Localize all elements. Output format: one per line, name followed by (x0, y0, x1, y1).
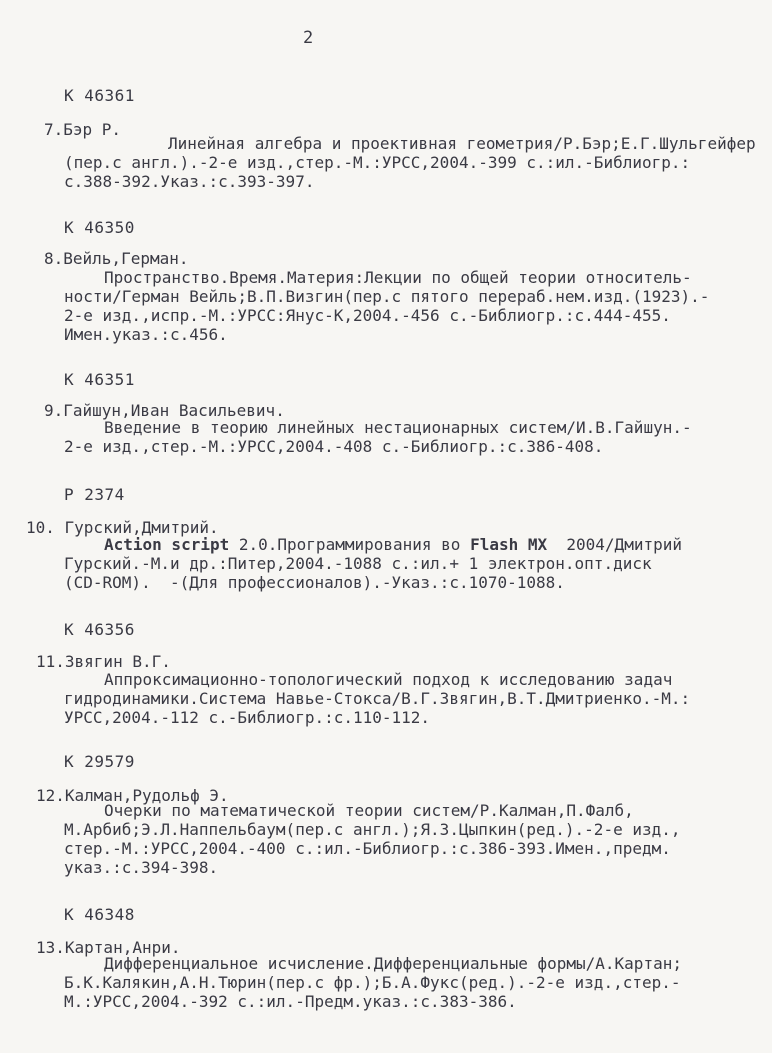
entry-description-line: Пространство.Время.Материя:Лекции по общей теории относитель- (104, 268, 692, 287)
shelf-code: К 46361 (64, 86, 135, 105)
entry-description-line: М.:УРСС,2004.-392 с.:ил.-Предм.указ.:с.383-386. (64, 992, 517, 1011)
entry-author: 11.Звягин В.Г. (36, 652, 171, 671)
shelf-code: К 29579 (64, 752, 135, 771)
entry-description-line: указ.:с.394-398. (64, 858, 219, 877)
entry-description-line: Введение в теорию линейных нестационарных систем/И.В.Гайшун.- (104, 418, 692, 437)
entry-description-line: Линейная алгебра и проективная геометрия/Р.Бэр;Е.Г.Шульгейфер (168, 134, 756, 153)
entry-description-line: М.Арбиб;Э.Л.Наппельбаум(пер.с англ.);Я.З.Цыпкин(ред.).-2-е изд., (64, 820, 681, 839)
entry-author: 13.Картан,Анри. (36, 938, 181, 957)
shelf-code: Р 2374 (64, 485, 125, 504)
entry-author: 8.Вейль,Герман. (44, 249, 189, 268)
entry-description-line: Имен.указ.:с.456. (64, 325, 228, 344)
entry-description-line: (CD-ROM). -(Для профессионалов).-Указ.:с.1070-1088. (64, 573, 565, 592)
software-name: Action script (104, 535, 230, 554)
title-segment: 2004/Дмитрий (547, 535, 682, 554)
entry-author: 10. Гурский,Дмитрий. (26, 518, 219, 537)
entry-description-line: Очерки по математической теории систем/Р.Калман,П.Фалб, (104, 801, 634, 820)
entry-description-line: (пер.с англ.).-2-е изд.,стер.-М.:УРСС,2004.-399 с.:ил.-Библиогр.: (64, 153, 691, 172)
entry-description-line: Аппроксимационно-топологический подход к исследованию задач (104, 670, 673, 689)
shelf-code: К 46351 (64, 370, 135, 389)
entry-description-line: 2-е изд.,стер.-М.:УРСС,2004.-408 с.-Библиогр.:с.386-408. (64, 437, 604, 456)
entry-author: 12.Калман,Рудольф Э. (36, 786, 229, 805)
entry-description-line: Гурский.-М.и др.:Питер,2004.-1088 с.:ил.+ 1 электрон.опт.диск (64, 554, 652, 573)
title-segment: 2.0.Программирования во (229, 535, 471, 554)
page-number: 2 (303, 28, 315, 48)
entry-author: 9.Гайшун,Иван Васильевич. (44, 401, 285, 420)
entry-description-line: с.388-392.Указ.:с.393-397. (64, 172, 315, 191)
entry-author: 7.Бэр Р. (44, 120, 122, 139)
entry-description-line: стер.-М.:УРСС,2004.-400 с.:ил.-Библиогр.:с.386-393.Имен.,предм. (64, 839, 671, 858)
software-name: Flash MX (470, 535, 548, 554)
entry-description-line (104, 535, 682, 554)
entry-description-line: 2-е изд.,испр.-М.:УРСС:Янус-К,2004.-456 с.-Библиогр.:с.444-455. (64, 306, 671, 325)
entry-description-line: УРСС,2004.-112 с.-Библиогр.:с.110-112. (64, 708, 431, 727)
shelf-code: К 46348 (64, 905, 135, 924)
entry-description-line: гидродинамики.Система Навье-Стокса/В.Г.Звягин,В.Т.Дмитриенко.-М.: (64, 689, 691, 708)
shelf-code: К 46356 (64, 620, 135, 639)
entry-description-line: Б.К.Калякин,А.Н.Тюрин(пер.с фр.);Б.А.Фукс(ред.).-2-е изд.,стер.- (64, 973, 681, 992)
entry-description-line: ности/Герман Вейль;В.П.Визгин(пер.с пятого перераб.нем.изд.(1923).- (64, 287, 710, 306)
entry-description-line: Дифференциальное исчисление.Дифференциальные формы/А.Картан; (104, 954, 682, 973)
shelf-code: К 46350 (64, 218, 135, 237)
